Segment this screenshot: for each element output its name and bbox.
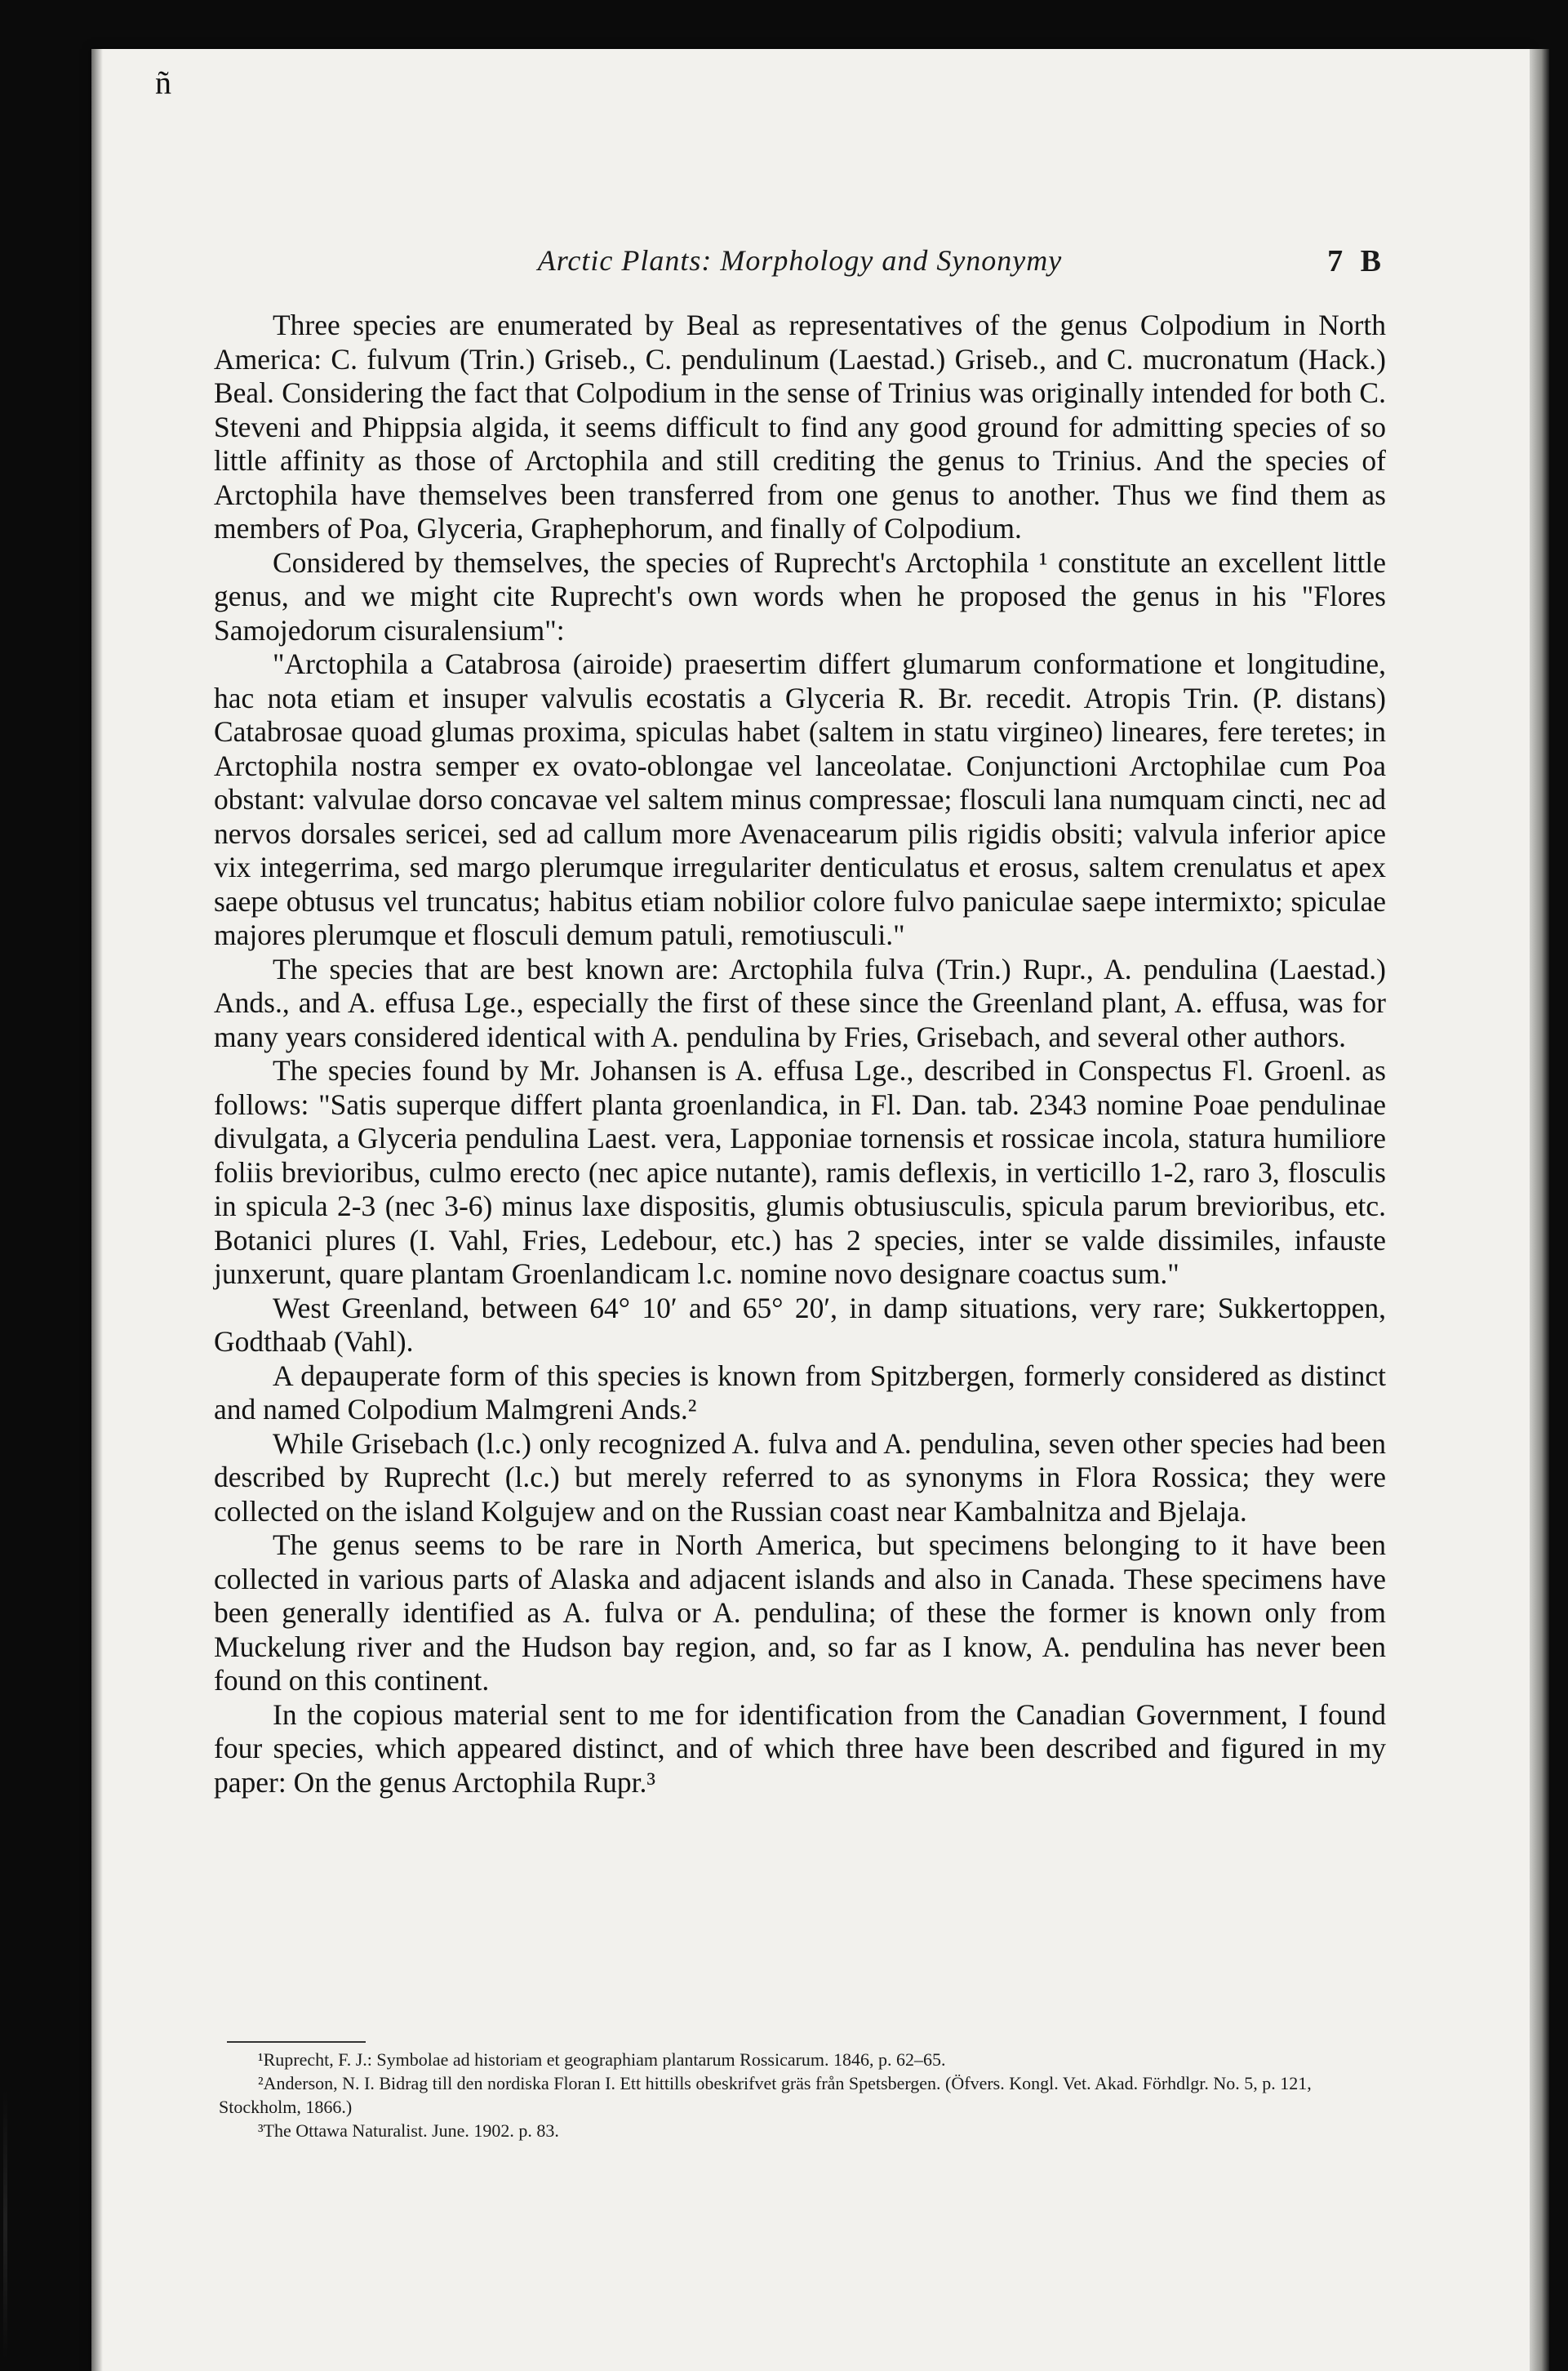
footnote-rule (227, 2041, 366, 2043)
running-title: Arctic Plants: Morphology and Synonymy (537, 244, 1063, 277)
running-head (214, 243, 1386, 284)
page-edge (1530, 49, 1549, 2371)
scan-streak (3, 2090, 7, 2360)
footnotes (219, 2041, 1386, 2142)
paragraph: The species that are best known are: Arctophila fulva (Trin.) Rupr., A. pendulina (Laestad.) Ands., and A. effusa Lge., especially the first of these since the Greenland plant, A. effusa, was for many years considered identical with A. pendulina by Fries, Grisebach, and several other authors. (214, 952, 1386, 1053)
paragraph: Considered by themselves, the species of Ruprecht's Arctophila ¹ constitute an excellent little genus, and we might cite Ruprecht's own words when he proposed the genus in his "Flores Samojedorum cisuralensium": (214, 545, 1386, 647)
paragraph: The genus seems to be rare in North America, but specimens belonging to it have been collected in various parts of Alaska and adjacent islands and also in Canada. These specimens have been generally identified as A. fulva or A. pendulina; of these the former is known only from Muckelung river and the Hudson bay region, and, so far as I know, A. pendulina has never been found on this continent. (214, 1528, 1386, 1697)
corner-mark: ñ (155, 65, 171, 101)
paragraph: West Greenland, between 64° 10′ and 65° 20′, in damp situations, very rare; Sukkertoppen, Godthaab (Vahl). (214, 1291, 1386, 1358)
footnote: ¹Ruprecht, F. J.: Symbolae ad historiam et geographiam plantarum Rossicarum. 1846, p. 62–65. (258, 2049, 946, 2070)
binding-shadow (91, 49, 103, 2371)
page-number: 7 B (1327, 244, 1386, 278)
latin-quotation: "Arctophila a Catabrosa (airoide) praesertim differt glumarum conformatione et longitudine, hac nota etiam et insuper valvulis ecostatis a Glyceria R. Br. recedit. Atropis Trin. (P. distans) Catabrosae quoad glumas proxima, spiculas habet (saltem in statu virgineo) lineares, fere teretes; in Arctophila nostra semper ex ovato-oblongae vel lanceolatae. Conjunctioni Arctophilae cum Poa obstant: valvulae dorso concavae vel saltem minus compressae; flosculi lana numquam cincti, nec ad nervos dorsales sericei, sed ad callum more Avenacearum pilis rigidis obsiti; valvula inferior apice vix integerrima, sed margo plerumque irregulariter denticulatus et erosus, saltem crenulatus et apex saepe obtusus vel truncatus; habitus etiam nobilior colore fulvo paniculae saepe intermixto; spiculae majores plerumque et flosculi demum patuli, remotiusculi." (214, 647, 1386, 951)
footnote: ²Anderson, N. I. Bidrag till den nordiska Floran I. Ett hittills obeskrifvet gräs från Spetsbergen. (Öfvers. Kongl. Vet. Akad. Förhdlgr. No. 5, p. 121, Stockholm, 1866.) (219, 2073, 1312, 2117)
paragraph: While Grisebach (l.c.) only recognized A. fulva and A. pendulina, seven other species had been described by Ruprecht (l.c.) but merely referred to as synonyms in Flora Rossica; they were collected on the island Kolgujew and on the Russian coast near Kambalnitza and Bjelaja. (214, 1426, 1386, 1528)
paragraph: In the copious material sent to me for identification from the Canadian Government, I found four species, which appeared distinct, and of which three have been described and figured in my paper: On the genus Arctophila Rupr.³ (214, 1697, 1386, 1799)
paragraph: Three species are enumerated by Beal as representatives of the genus Colpodium in North America: C. fulvum (Trin.) Griseb., C. pendulinum (Laestad.) Griseb., and C. mucronatum (Hack.) Beal. Considering the fact that Colpodium in the sense of Trinius was originally intended for both C. Steveni and Phippsia algida, it seems difficult to find any good ground for admitting species of so little affinity as those of Arctophila and still crediting the genus to Trinius. And the species of Arctophila have themselves been transferred from one genus to another. Thus we find them as members of Poa, Glyceria, Graphephorum, and finally of Colpodium. (214, 309, 1386, 545)
footnote: ³The Ottawa Naturalist. June. 1902. p. 83. (258, 2120, 559, 2141)
paragraph: The species found by Mr. Johansen is A. effusa Lge., described in Conspectus Fl. Groenl. as follows: "Satis superque differt planta groenlandica, in Fl. Dan. tab. 2343 nomine Poae pendulinae divulgata, a Glyceria pendulina Laest. vera, Lapponiae tornensis et rossicae incola, statura humiliore foliis brevioribus, culmo erecto (nec apice nutante), ramis deflexis, in verticillo 1-2, raro 3, flosculis in spicula 2-3 (nec 3-6) minus laxe dispositis, glumis obtusiusculis, spicula parum brevioribus, etc. Botanici plures (I. Vahl, Fries, Ledebour, etc.) has 2 species, inter se valde dissimiles, infauste junxerunt, quare plantam Groenlandicam l.c. nomine novo designare coactus sum." (214, 1054, 1386, 1290)
paragraph: A depauperate form of this species is known from Spitzbergen, formerly considered as distinct and named Colpodium Malmgreni Ands.² (214, 1359, 1386, 1426)
body-text (214, 309, 1386, 1799)
